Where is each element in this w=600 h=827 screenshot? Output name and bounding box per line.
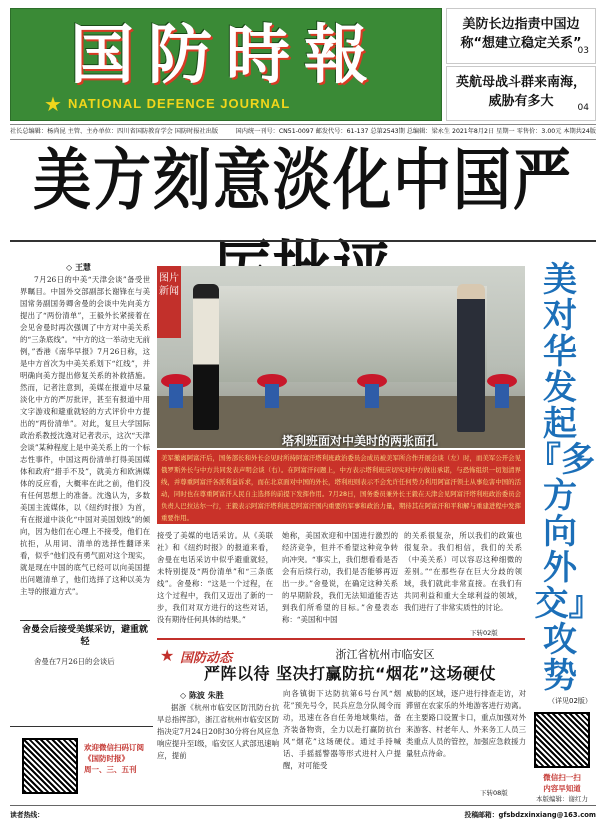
section-logo: 国防动态	[180, 651, 233, 666]
star-icon: ★	[160, 646, 175, 665]
footer-left: 读者热线：	[10, 811, 44, 819]
qr-promo	[530, 772, 594, 805]
editor-credit: 本版编辑：谢红力	[536, 795, 588, 803]
section-column-3: 威胁的区域，逐户进行排查走访，对滞留在农家乐的外地游客进行劝离。在主要路口设置卡口，重点加强对外来游客、村老年人、外来务工人员三类重点人员的管控，加强应急救援力量驻点待命。	[406, 689, 526, 758]
footer-email[interactable]: 投稿邮箱：gfsbdzxinxiang@163.com	[464, 811, 596, 819]
footer	[10, 805, 596, 824]
section-kicker: 浙江省杭州市临安区	[335, 648, 435, 661]
vase	[495, 384, 509, 408]
section-jump[interactable]: 下转08版	[480, 789, 508, 797]
divider	[10, 240, 596, 242]
jump-link[interactable]: 下转02版	[470, 629, 498, 637]
qr-label: 欢迎微信扫码订阅	[84, 743, 144, 752]
section-byline: ◇ 陈波 朱胜	[180, 691, 224, 700]
news-photo	[157, 266, 525, 448]
recommend-title[interactable]: 舍曼会后接受美媒采访，避重就轻	[21, 625, 148, 647]
article-column-2: 接受了美媒的电话采访。从《美联社》和《纽约时报》的报道来看，舍曼在电话采访中似乎避重就轻，未特别提及“两份清单”和“三条底线”。舍曼称：“这是一个过程，在这个过程中，我们又迈出了新的一步，我们对双方进行的这些对话，没有期待任何具体的结果。”	[157, 531, 273, 624]
article-column-4: 的关系很复杂，所以我们的政策也很复杂。我们相信，我们的关系（中美关系）可以容忍这种细微的差别。”“在那些存在巨大分歧的领域，我们就此非常直接。在我们有共同利益和重大全球利益的领域，我们进行了非常实质性的讨论。	[404, 531, 522, 612]
vase	[169, 384, 183, 408]
section-title: 严阵以待 坚决打赢防抗“烟花”这场硬仗	[203, 664, 497, 683]
teaser-2[interactable]	[446, 66, 596, 121]
qr-code[interactable]	[22, 738, 78, 794]
photo-tag: 图片新闻	[157, 266, 181, 338]
vertical-headline: 美对华发起『多方向外交』攻势	[527, 260, 595, 696]
masthead-subtitle: NATIONAL DEFENCE JOURNAL	[68, 96, 291, 111]
info-bar-right: 国内统一刊号：CN51-0097 邮发代号：61-137 总第2543期 总编辑：梁永生 2021年8月2日 星期一 零售价：3.00元 本期共24版	[235, 128, 596, 135]
person-left	[193, 284, 219, 430]
teaser-1[interactable]	[446, 8, 596, 64]
vertical-note[interactable]: （详见02版）	[548, 697, 592, 705]
vase	[365, 384, 379, 408]
star-icon: ★	[44, 92, 62, 116]
divider	[10, 726, 153, 727]
teaser-page: 03	[577, 46, 589, 56]
person-right	[457, 284, 485, 432]
article-column-1: 7月26日的中美“天津会谈”备受世界瞩目。中国外交部副部长谢锋在与美国常务副国务卿舍曼的会谈中先向美方提出了“两份清单”，王毅外长紧接着在会见舍曼时再次强调了中方对中美关系的“三条底线”。“中方的这一举动史无前例，”香港《南华早报》7月26日称，这是中方首次为中美关系划下“红线”，并明确向美方提出修复关系的补救措施。然而，记者注意到，美媒在报道中尽量淡化中方的严厉批评，甚至有报道中用文字游戏和避重就轻的方式评价中方提出的“两份清单”。对此，复旦大学国际政治系教授沈逸对记者表示，这次“天津会谈”某种程度上是中美关系上的一个标志性事件，中国这两份清单打得美国媒体和政府“措手不及”，就美方和欧洲媒体的反应看，大概率在此之前，他们没有任何思想上的准备。沈逸认为，多数美国主流媒体，以《纽约时报》为首，有在报道中淡化“中国对美国划线”的倾向，因为他们在心理上不接受，他们在抗拒，从用词、清单的选择性翻译来看，似乎“他们没有勇气面对这个现实，就是现在中国的底气已经可以向美国提出问题清单了，他们选择了这种以美为主导的报道方式”。	[20, 275, 150, 596]
teaser-title: 英航母战斗群来南海，威胁有多大	[455, 75, 586, 109]
section-column-1: 据浙《杭州市临安区防汛防台抗旱总指挥部》，浙江省杭州市临安区防指决定7月24日20时30分将台风应急响应提升至Ⅰ级，临安区人武部迅速响应，提前	[157, 703, 279, 760]
masthead-title: 国防時報	[70, 18, 382, 93]
photo-text: 美军撤离阿富汗后，国务部长和外长会见时所持阿富汗塔利班政治委员会成员被美军所合作开展会谈（左）时，而美军公开会见俄罗斯外长与中方共同发表声明会谈（右）。在阿富汗问题上，中方表示塔利班应切实对中方做出承诺，与恐怖组织一切划清界线，并尊重阿富汗各派利益诉求，而在北京面对中国的外长，塔利班则表示不会允许任何势力利用阿富汗领土从事危害中国的活动，同时也在尊重阿富汗人民自主选择的前提下发挥作用。7月28日，国务委员兼外长王毅在天津会见阿富汗塔利班政治委员会负责人巴拉达尔一行，王毅表示阿富汗塔利班是阿富汗国内重要的军事和政治力量，期待其在阿富汗和平和解与重建进程中发挥重要作用。	[157, 450, 525, 524]
photo-caption: 塔利班面对中美时的两张面孔	[281, 434, 438, 448]
qr-label: 内容早知道	[543, 784, 581, 793]
qr-label: 微信扫一扫	[543, 773, 581, 782]
qr-promo	[84, 742, 150, 775]
vase	[265, 384, 279, 408]
qr-label: 《国防时报》	[84, 754, 129, 763]
qr-label: 周一、三、五刊	[84, 765, 137, 774]
section-column-2: 向各镇街下达防抗第6号台风“烟花”预先号令，民兵应急分队闻令而动，迅速在各自任务地域集结，备齐装备物资，全力以赴打赢防抗台风“烟花”这场硬仗。通过手持喊话、手摇摇警器等形式进村入户提醒，对可能受	[283, 689, 401, 770]
teaser-page: 04	[577, 103, 589, 113]
recommend-text: 舍曼在7月26日的会谈后	[34, 657, 115, 666]
painting	[197, 286, 487, 382]
info-bar-left: 社长总编辑：杨尚昆 主管、主办单位：四川省国防教育学会 国防时报社出版	[10, 128, 219, 135]
headline: 美方刻意淡化中国严	[32, 140, 573, 220]
divider	[20, 620, 150, 621]
teaser-title: 美防长边指责中国边称“想建立稳定关系”	[460, 17, 582, 51]
article-column-3: 她称，美国欢迎和中国进行激烈的经济竞争，但并不希望这种竞争转向冲突。“事实上，我们想看看是否会有后续行动，我们是否能够再迈出一步。”舍曼说，在确定这种关系的早期阶段，我们无法知道能否达到我们所希望的目标。”舍曼表态称：“美国和中国	[282, 531, 398, 624]
qr-code[interactable]	[534, 712, 590, 768]
byline: ◇ 王慧	[66, 263, 91, 272]
